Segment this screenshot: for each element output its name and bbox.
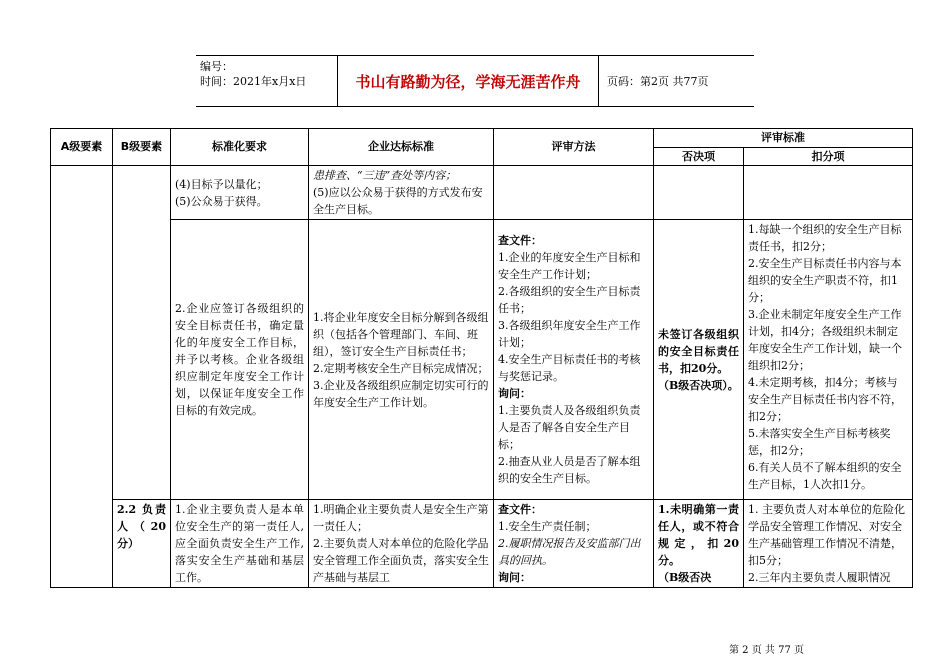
requirement-cell: 2.企业应签订各级组织的安全目标责任书，确定量化的年度安全工作目标，并予以考核。企业各级组织应制定年度安全工作计划，以保证年度安全工作目标的有效完成。 <box>171 220 309 500</box>
b-element-cell: 2.2 负责人（20分） <box>113 500 171 588</box>
col-head-a-element: A级要素 <box>51 129 113 166</box>
standard-cell: 1.将企业年度安全目标分解到各级组织（包括各个管理部门、车间、班组），签订安全生产目标责任书； 2.定期考核安全生产目标完成情况； 3.企业及各级组织应制定切实可行的年度安全生产工作计划。 <box>309 220 494 500</box>
serial-number-label: 编号： <box>200 60 233 73</box>
method-cell: 查文件： 1.企业的年度安全生产目标和安全生产工作计划； 2.各级组织的安全生产目标责任书； 3.各级组织年度安全生产工作计划； 4.安全生产目标责任书的考核与奖惩记录。 询问： 1.主要负责人及各级组织负责人是否了解各自安全生产目标； 2.抽查从业人员是否了解本组织的安全生产目标。 <box>494 220 654 500</box>
method-cell: 查文件： 1.安全生产责任制； 2.履职情况报告及安监部门出具的回执。 询问： <box>494 500 654 588</box>
veto-cell: 未签订各级组织的安全目标责任书，扣20分。 （B级否决项）。 <box>654 220 744 500</box>
review-standard-table <box>50 128 913 588</box>
col-head-deduction-item: 扣分项 <box>744 148 913 166</box>
motto-banner: 书山有路勤为径，学海无涯苦作舟 <box>337 56 599 106</box>
page-footer: 第 2 页 共 77 页 <box>729 645 804 656</box>
method-cell <box>494 166 654 220</box>
requirement-cell: 1.企业主要负责人是本单位安全生产的第一责任人,应全面负责安全生产工作,落实安全生产基础和基层工作。 <box>171 500 309 588</box>
table-row <box>51 500 913 588</box>
col-head-standard-requirement: 标准化要求 <box>171 129 309 166</box>
document-header <box>196 55 754 107</box>
table-row <box>51 166 913 220</box>
col-head-veto-item: 否决项 <box>654 148 744 166</box>
table-row <box>51 220 913 500</box>
col-head-enterprise-standard: 企业达标标准 <box>309 129 494 166</box>
requirement-cell: (4)目标予以量化； (5)公众易于获得。 <box>171 166 309 220</box>
header-meta <box>196 56 337 106</box>
deduction-cell <box>744 166 913 220</box>
col-head-review-method: 评审方法 <box>494 129 654 166</box>
col-head-review-criteria: 评审标准 <box>654 129 913 148</box>
deduction-cell: 1. 主要负责人对本单位的危险化学品安全管理工作情况、对安全生产基础管理工作情况不清楚，扣5分； 2.三年内主要负责人履职情况 <box>744 500 913 588</box>
b-element-cell <box>113 166 171 500</box>
date-label: 时间：2021年x月x日 <box>200 75 307 88</box>
page-indicator: 页码：第2页 共77页 <box>607 75 709 88</box>
veto-cell <box>654 166 744 220</box>
col-head-b-element: B级要素 <box>113 129 171 166</box>
veto-cell: 1.未明确第一责任人，或不符合规定，扣20分。 （B级否决 <box>654 500 744 588</box>
a-element-cell <box>51 166 113 588</box>
standard-cell: 1.明确企业主要负责人是安全生产第一责任人； 2.主要负责人对本单位的危险化学品安全管理工作全面负责，落实安全生产基础与基层工 <box>309 500 494 588</box>
deduction-cell: 1.每缺一个组织的安全生产目标责任书，扣2分； 2.安全生产目标责任书内容与本组织的安全生产职责不符，扣1分； 3.企业未制定年度安全生产工作计划，扣4分；各级组织未制定年度安全生产工作计划，缺一个组织扣2分； 4.未定期考核，扣4分；考核与安全生产目标责任书内容不符，扣2分； 5.未落实安全生产目标考核奖惩，扣2分； 6.有关人员不了解本组织的安全生产目标，1人次扣1分。 <box>744 220 913 500</box>
standard-cell: 患排查、“三违”查处等内容； (5)应以公众易于获得的方式发布安全生产目标。 <box>309 166 494 220</box>
